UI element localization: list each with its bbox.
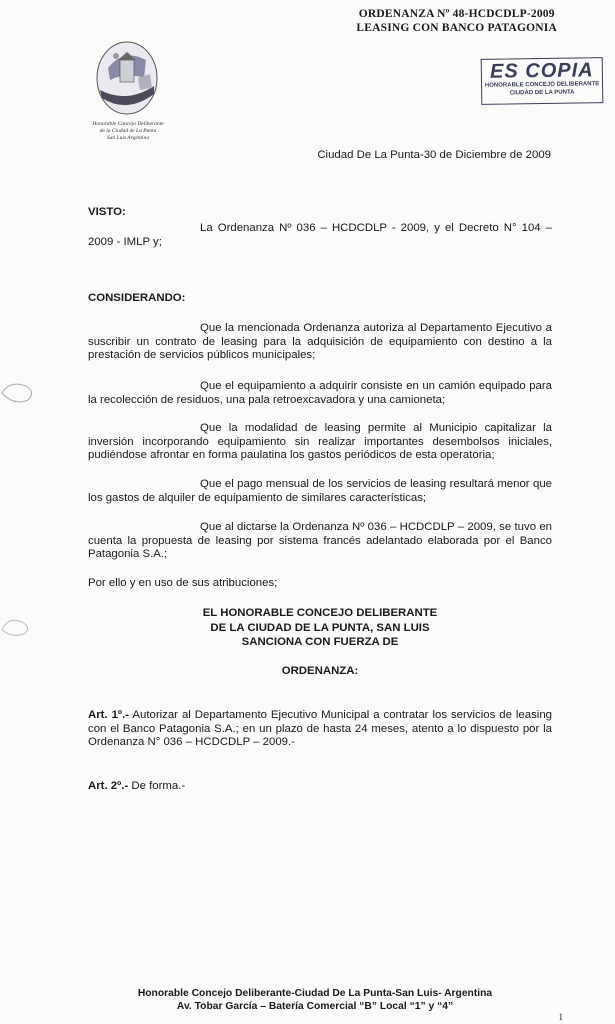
seal-caption-line: de la Ciudad de La Punta xyxy=(99,128,157,134)
ordinance-subject: LEASING CON BANCO PATAGONIA xyxy=(356,22,557,34)
considerando-paragraph: Que al dictarse la Ordenanza Nº 036 – HCDCDLP – 2009, se tuvo en cuenta la propuesta de leasing por sistema francés adelantado elaborada por el Banco Patagonia S.A.; xyxy=(88,521,552,560)
article-text: De forma.- xyxy=(128,780,186,792)
considerando-paragraph: Que la mencionada Ordenanza autoriza al Departamento Ejecutivo a suscribir un contrato de leasing para la adquisición de equipamiento con destino a la prestación de servicios públicos municipales; xyxy=(88,322,552,361)
page-number: 1 xyxy=(558,1012,563,1022)
considerando-paragraph: Que la modalidad de leasing permite al Municipio capitalizar la inversión incorporando equipamiento sin realizar importantes desembolsos iniciales, pudiéndose afrontar en forma paulatina los gastos periódicos de esta operatoria; xyxy=(88,422,552,461)
council-line: SANCIONA CON FUERZA DE xyxy=(241,636,399,648)
considerando-paragraph: Que el pago mensual de los servicios de leasing resultará menor que los gastos de alquiler de equipamiento de similares características; xyxy=(88,478,552,504)
visto-text: La Ordenanza Nº 036 – HCDCDLP - 2009, y el Decreto N° 104 – 2009 - IMLP y; xyxy=(88,222,552,248)
council-line: DE LA CIUDAD DE LA PUNTA, SAN LUIS xyxy=(210,621,430,634)
seal-caption-line: San Luis Argentina xyxy=(106,135,150,141)
ordenanza-label: ORDENANZA: xyxy=(281,665,359,677)
date-line: Ciudad De La Punta-30 de Diciembre de 2009 xyxy=(317,149,551,161)
footer xyxy=(60,987,570,1013)
article-1 xyxy=(88,709,552,750)
seal-caption xyxy=(88,121,168,142)
footer-line: Honorable Concejo Deliberante-Ciudad De La Punta-San Luis- Argentina xyxy=(137,988,493,999)
seal-caption-line: Honorable Concejo Deliberante xyxy=(92,121,164,127)
stamp-title: ES COPIA xyxy=(489,59,594,83)
considerando-label: CONSIDERANDO: xyxy=(88,292,186,304)
punch-hole-mark xyxy=(0,378,40,408)
article-2 xyxy=(88,780,552,794)
considerando-paragraph: Que el equipamiento a adquirir consiste en un camión equipado para la recolección de residuos, una pala retroexcavadora y una camioneta; xyxy=(88,380,552,406)
article-label: Art. 1º.- xyxy=(88,709,130,721)
stamp-line: CIUDAD DE LA PUNTA xyxy=(509,89,575,97)
footer-line: Av. Tobar García – Batería Comercial “B” Local “1” y “4” xyxy=(176,1001,454,1012)
por-ello-line: Por ello y en uso de sus atribuciones; xyxy=(88,577,278,589)
council-line: EL HONORABLE CONCEJO DELIBERANTE xyxy=(202,607,438,619)
document-header xyxy=(356,7,557,35)
council-declaration xyxy=(88,606,552,650)
article-label: Art. 2º.- xyxy=(88,780,129,792)
ordinance-number: ORDENANZA Nº 48-HCDCDLP-2009 xyxy=(358,8,555,20)
stamp-line: HONORABLE CONCEJO DELIBERANTE xyxy=(484,81,600,89)
council-seal-icon xyxy=(94,38,160,120)
punch-hole-mark xyxy=(0,612,36,638)
visto-label: VISTO: xyxy=(88,206,126,218)
article-text: Autorizar al Departamento Ejecutivo Municipal a contratar los servicios de leasing con el Banco Patagonia S.A.; en un plazo de hasta 24 meses, atento a lo dispuesto por la Ordenanza N° 036 – HCDCDLP – 2009.- xyxy=(88,709,553,748)
copy-stamp xyxy=(481,57,604,105)
